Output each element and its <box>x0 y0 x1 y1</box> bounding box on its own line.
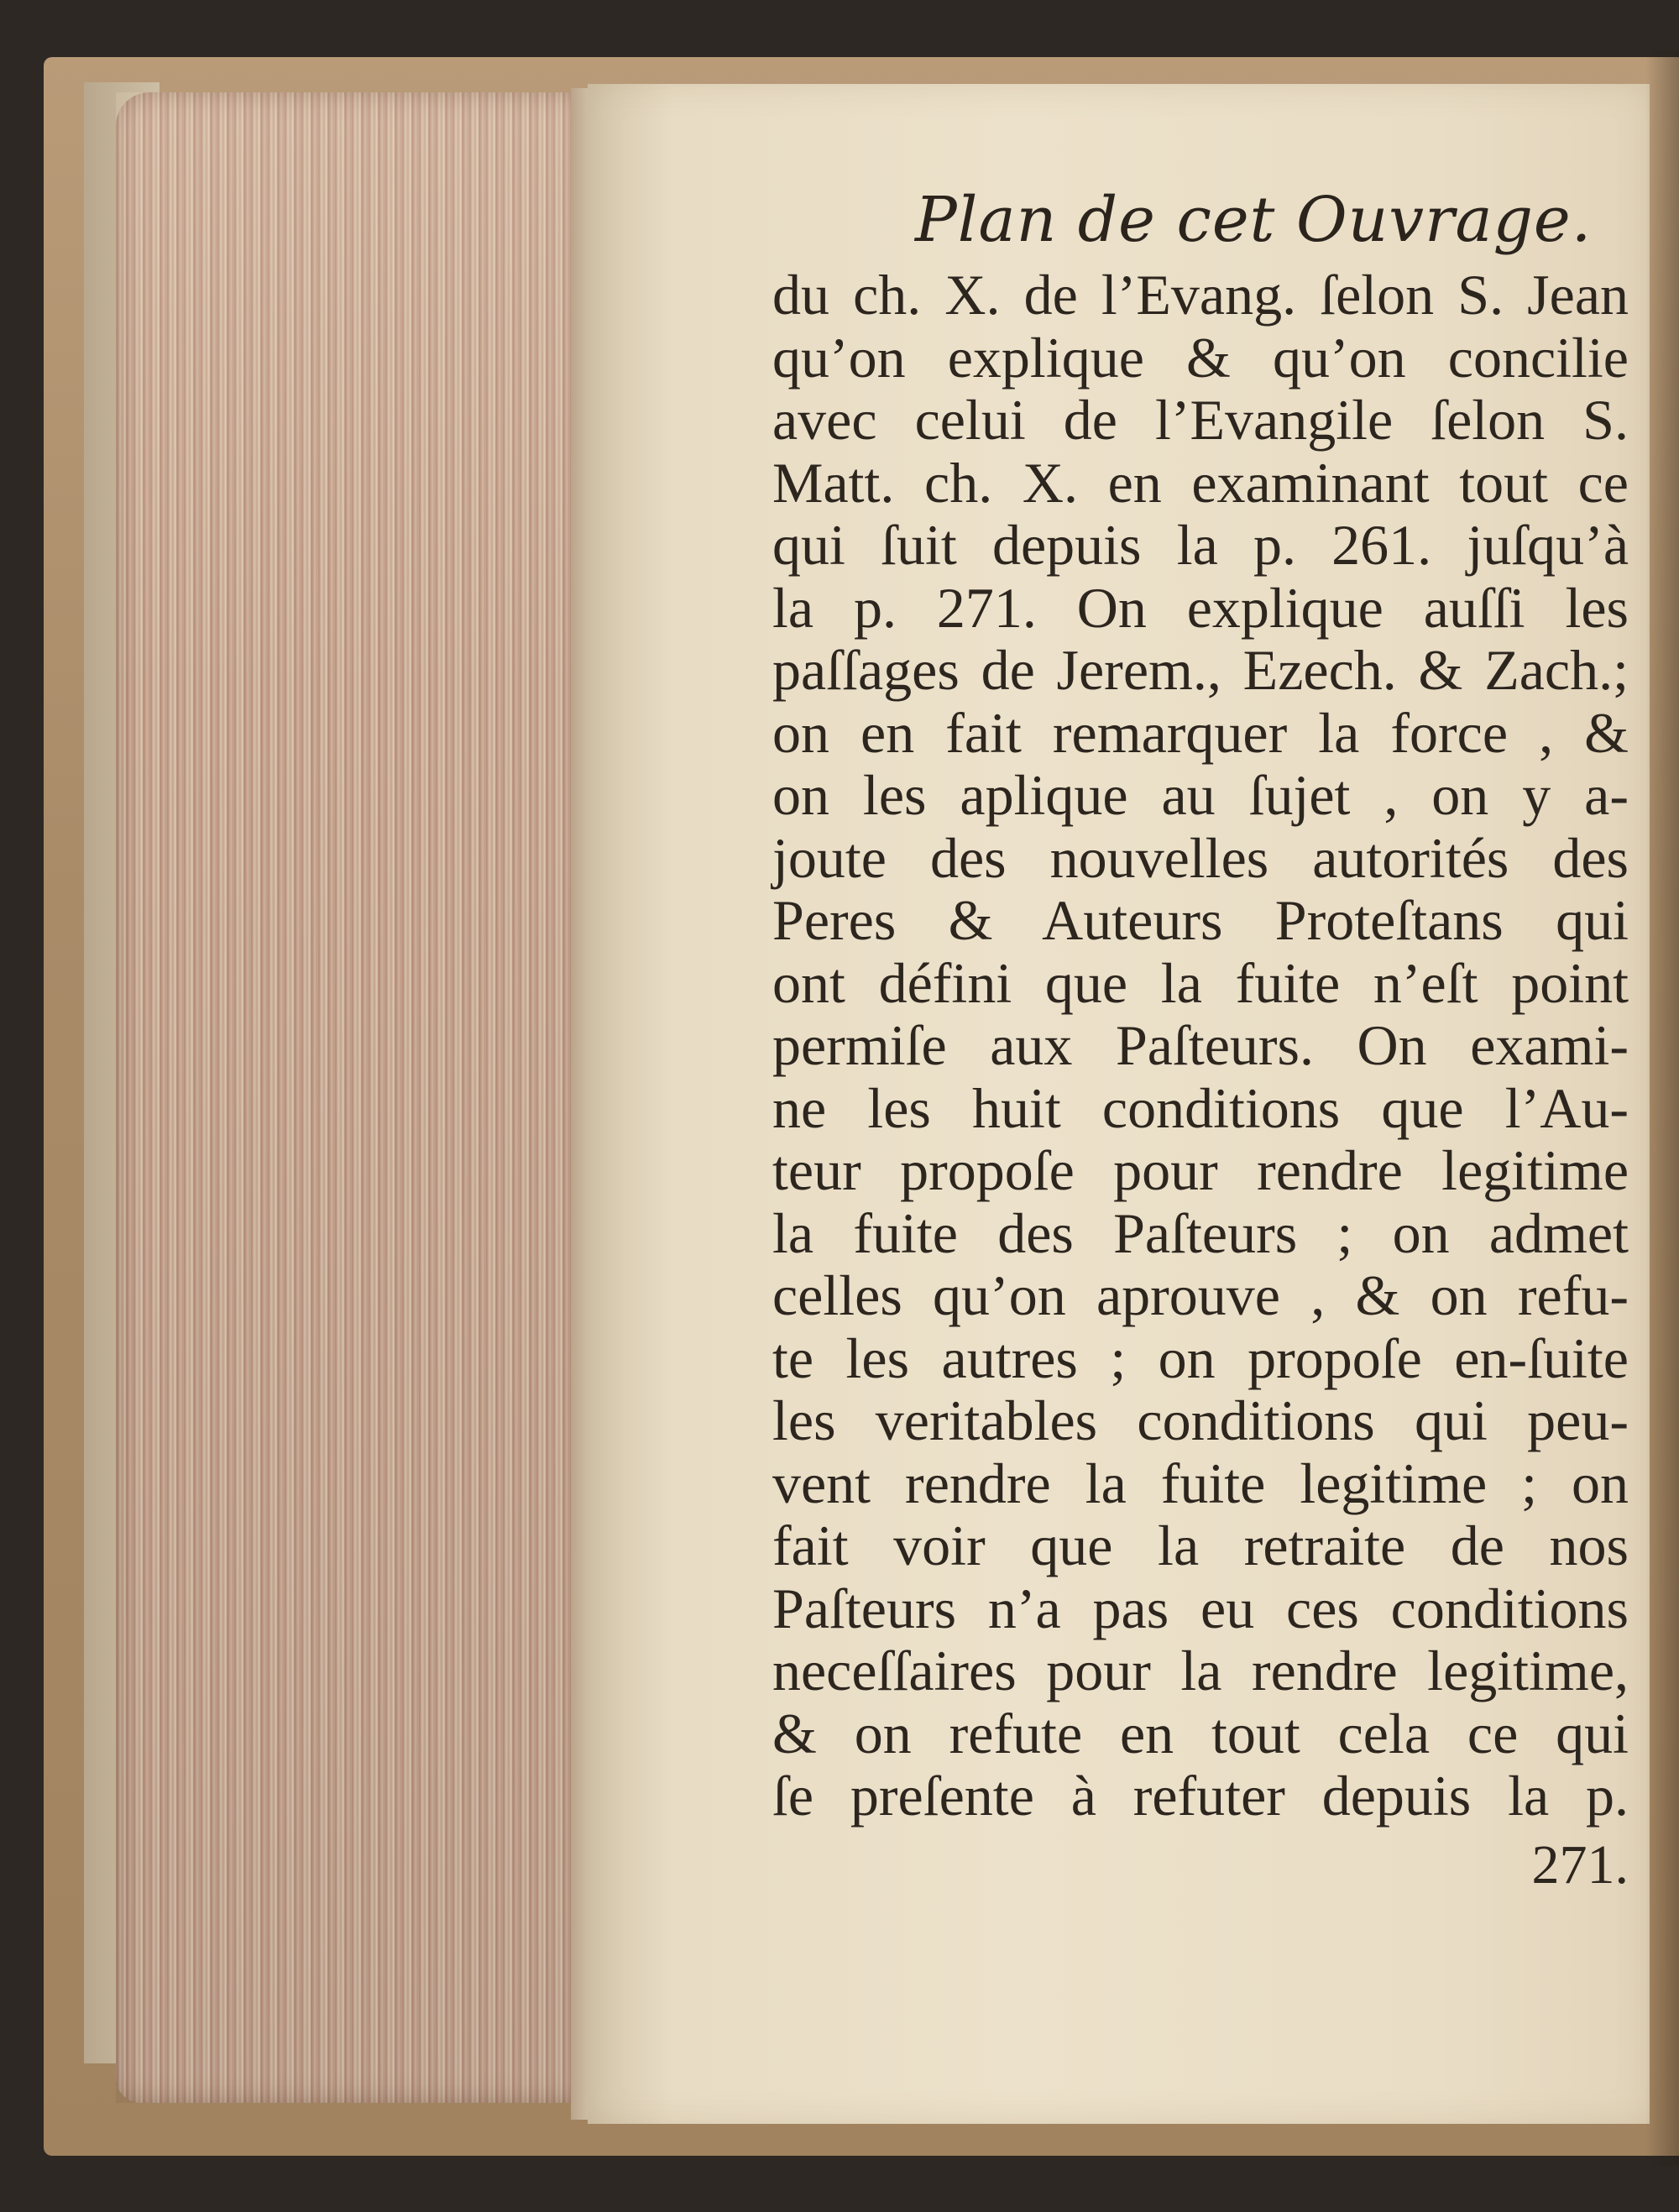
text-line: teur propoſe pour rendre legitime <box>772 1138 1629 1202</box>
text-line: les veritables conditions qui peu- <box>772 1388 1629 1452</box>
text-line: celles qu’on aprouve , & on refu- <box>772 1263 1629 1327</box>
text-line: on les aplique au ſujet , on y a- <box>772 763 1629 827</box>
text-line: te les autres ; on propoſe en-ſuite <box>772 1326 1629 1390</box>
text-line: fait voir que la retraite de nos <box>772 1514 1629 1577</box>
text-line: ne les huit conditions que l’Au- <box>772 1075 1629 1140</box>
text-line: la fuite des Paſteurs ; on admet <box>772 1200 1629 1265</box>
text-line: avec celui de l’Evangile ſelon S. <box>772 388 1629 452</box>
running-head: Plan de cet Ouvrage. <box>915 184 1593 256</box>
text-line: & on refute en tout cela ce qui <box>772 1701 1629 1765</box>
printed-page <box>588 84 1650 2124</box>
text-line: on en fait remarquer la force , & <box>772 700 1629 765</box>
text-line: neceſſaires pour la rendre legitime, <box>772 1639 1629 1702</box>
text-line: la p. 271. On explique auſſi les <box>772 575 1629 640</box>
page-edges <box>116 92 586 2103</box>
right-edge-shadow <box>1645 50 1679 2166</box>
text-line: Paſteurs n’a pas eu ces conditions <box>772 1576 1629 1640</box>
text-line: qu’on explique & qu’on concilie <box>772 325 1629 390</box>
body-text <box>772 264 1629 1828</box>
text-line: du ch. X. de l’Evang. ſelon S. Jean <box>772 263 1629 327</box>
text-line: Peres & Auteurs Proteſtans qui <box>772 888 1629 952</box>
text-line: Matt. ch. X. en examinant tout ce <box>772 450 1629 515</box>
page-text-block <box>772 176 1629 1903</box>
text-line: permiſe aux Paſteurs. On exami- <box>772 1013 1629 1077</box>
text-line: qui ſuit depuis la p. 261. juſqu’à <box>772 513 1629 577</box>
text-line: vent rendre la fuite legitime ; on <box>772 1451 1629 1515</box>
catchword: 271. <box>1531 1833 1629 1896</box>
text-line: ont défini que la fuite n’eſt point <box>772 950 1629 1015</box>
text-line: joute des nouvelles autorités des <box>772 825 1629 890</box>
text-line: paſſages de Jerem., Ezech. & Zach.; <box>772 638 1629 702</box>
text-line: ſe preſente à refuter depuis la p. <box>772 1764 1629 1828</box>
